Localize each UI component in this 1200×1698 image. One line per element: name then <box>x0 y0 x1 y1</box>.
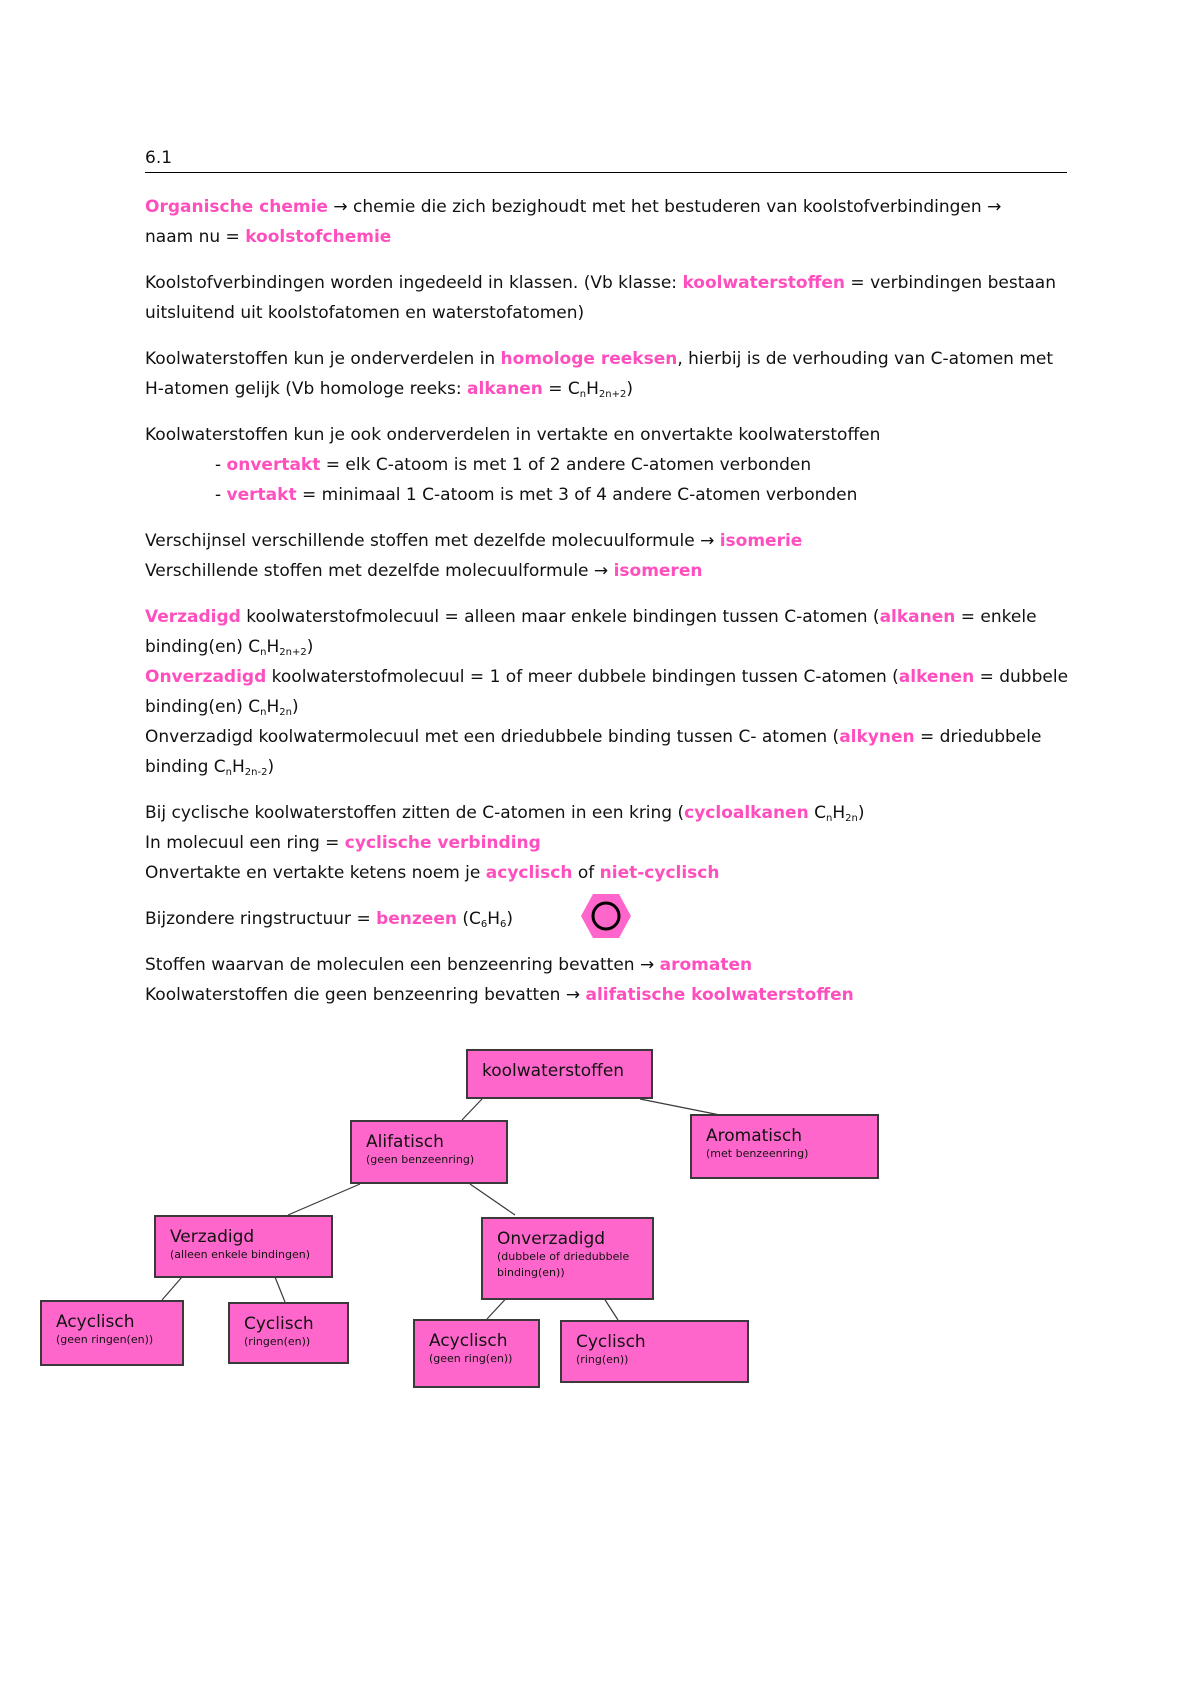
paragraph-homologe-reeksen: Koolwaterstoffen kun je onderverdelen in homologe reeksen, hierbij is de verhouding van C-atomen met H-atomen gelijk (Vb homologe reeks: alkanen = $C_nH_{2n+2}$) <box>145 349 1054 400</box>
node-aromatisch: Aromatisch (met benzeenring) <box>690 1114 879 1179</box>
arrow-icon: → <box>333 197 348 217</box>
term-acyclisch: acyclisch <box>485 863 573 883</box>
term-organische-chemie: Organische chemie <box>145 197 328 217</box>
arrow-icon: → <box>593 561 609 581</box>
connector-alifatisch-verzadigd <box>288 1184 360 1215</box>
term-onvertakt: onvertakt <box>226 455 321 475</box>
paragraph-isomerie: Verschijnsel verschillende stoffen met dezelfde molecuulformule → isomerie Verschillende stoffen met dezelfde molecuulformule → isomeren <box>145 531 803 581</box>
term-koolstofchemie: koolstofchemie <box>245 227 392 247</box>
paragraph-organische-chemie: Organische chemie → chemie die zich bezighoudt met het bestuderen van koolstofverbindingen → naam nu = koolstofchemie <box>145 197 1002 247</box>
node-alifatisch: Alifatisch (geen benzeenring) <box>350 1120 508 1184</box>
connector-alifatisch-onverzadigd <box>470 1184 515 1215</box>
node-acyclisch-verzadigd: Acyclisch (geen ringen(en)) <box>40 1300 184 1366</box>
heading-rule <box>145 172 1067 173</box>
term-onverzadigd: Onverzadigd <box>145 667 267 687</box>
arrow-icon: → <box>700 531 715 551</box>
term-cyclische-verbinding: cyclische verbinding <box>344 833 541 853</box>
section-number: 6.1 <box>145 148 173 168</box>
benzene-hexagon <box>581 894 631 938</box>
term-benzeen: benzeen <box>376 909 457 929</box>
paragraph-verzadigd: Verzadigd koolwaterstofmolecuul = alleen maar enkele bindingen tussen C-atomen (alkanen = enkele binding(en) $C_nH_{2n+2}$) Onverzadigd koolwaterstofmolecuul = 1 of meer dubbele bindingen tussen C-atomen (alkenen = dubbele binding(en) $C_nH_{2n}$) Onverzadigd koolwatermolecuul met een driedubbele binding tussen C- atomen (alkynen = driedubbele binding $C_nH_{2n-2}$) <box>145 607 1069 778</box>
term-cycloalkanen: cycloalkanen <box>684 803 809 823</box>
node-cyclisch-onverzadigd: Cyclisch (ring(en)) <box>560 1320 749 1383</box>
term-niet-cyclisch: niet-cyclisch <box>599 863 720 883</box>
arrow-icon: → <box>987 197 1002 217</box>
term-alkynen: alkynen <box>839 727 915 747</box>
connector-root-alifatisch <box>462 1099 482 1120</box>
node-koolwaterstoffen: koolwaterstoffen <box>466 1049 653 1099</box>
connector-verzadigd-acyclisch <box>162 1277 182 1300</box>
paragraph-benzeen: Bijzondere ringstructuur = benzeen $(C_6H_6)$ <box>145 909 514 930</box>
term-alkenen: alkenen <box>898 667 975 687</box>
term-isomerie: isomerie <box>719 531 803 551</box>
term-alifatische-koolwaterstoffen: alifatische koolwaterstoffen <box>585 985 854 1005</box>
term-verzadigd: Verzadigd <box>145 607 241 627</box>
term-alkanen: alkanen <box>467 379 543 399</box>
node-cyclisch-verzadigd: Cyclisch (ringen(en)) <box>228 1302 349 1364</box>
term-alkanen: alkanen <box>879 607 956 627</box>
term-aromaten: aromaten <box>659 955 753 975</box>
paragraph-aromaten: Stoffen waarvan de moleculen een benzeenring bevatten → aromaten Koolwaterstoffen die geen benzeenring bevatten → alifatische koolwaterstoffen <box>145 955 854 1005</box>
node-verzadigd: Verzadigd (alleen enkele bindingen) <box>154 1215 333 1278</box>
node-acyclisch-onverzadigd: Acyclisch (geen ring(en)) <box>413 1319 540 1388</box>
arrow-icon: → <box>639 955 655 975</box>
arrow-icon: → <box>565 985 581 1005</box>
benzene-ring-icon <box>580 893 632 939</box>
term-koolwaterstoffen: koolwaterstoffen <box>682 273 846 293</box>
paragraph-vertakt: Koolwaterstoffen kun je ook onderverdelen in vertakte en onvertakte koolwaterstoffen - onvertakt = elk C-atoom is met 1 of 2 andere C-atomen verbonden - vertakt = minimaal 1 C-atoom is met 3 of 4 andere C-atomen verbonden <box>145 425 881 505</box>
connector-verzadigd-cyclisch <box>275 1277 285 1302</box>
node-onverzadigd: Onverzadigd (dubbele of driedubbele binding(en)) <box>481 1217 654 1300</box>
term-isomeren: isomeren <box>613 561 703 581</box>
term-homologe-reeksen: homologe reeksen <box>500 349 678 369</box>
paragraph-cyclisch: Bij cyclische koolwaterstoffen zitten de C-atomen in een kring (cycloalkanen $C_nH_{2n}$) In molecuul een ring = cyclische verbinding Onvertakte en vertakte ketens noem je acyclisch of niet-cyclisch <box>145 803 865 883</box>
term-vertakt: vertakt <box>226 485 297 505</box>
paragraph-klassen: Koolstofverbindingen worden ingedeeld in klassen. (Vb klasse: koolwaterstoffen = verbindingen bestaan uitsluitend uit koolstofatomen en waterstofatomen) <box>145 273 1056 323</box>
